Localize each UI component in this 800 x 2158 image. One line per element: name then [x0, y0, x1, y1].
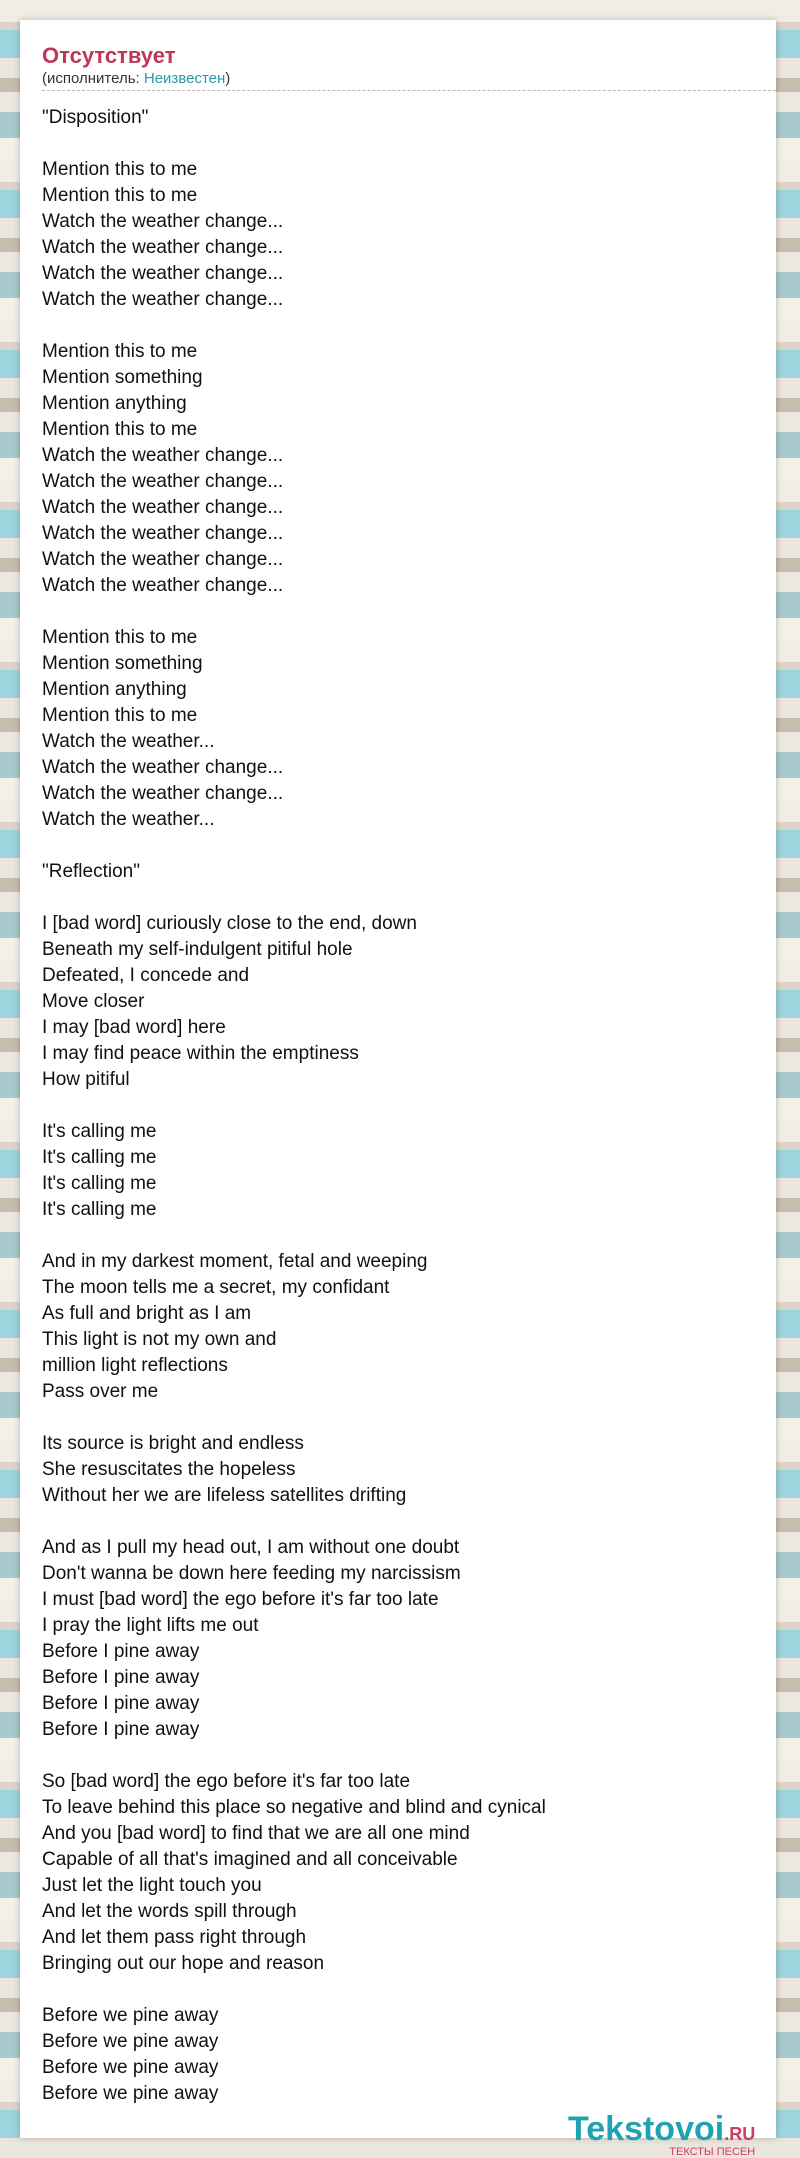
lyric-line: Capable of all that's imagined and all conceivable — [42, 1849, 458, 1870]
song-title: Отсутствует — [42, 43, 176, 68]
lyric-blank-line — [42, 1743, 762, 1769]
lyric-line: Mention this to me — [42, 159, 198, 180]
lyric-line: Watch the weather... — [42, 731, 215, 752]
lyric-line: Watch the weather change... — [42, 237, 284, 258]
lyrics-body — [42, 105, 762, 2107]
logo-suffix-text: .RU — [724, 2124, 756, 2144]
lyric-line: Without her we are lifeless satellites drifting — [42, 1485, 407, 1506]
lyric-line: Watch the weather change... — [42, 263, 284, 284]
site-logo[interactable] — [568, 2110, 756, 2158]
lyric-blank-line — [42, 1405, 762, 1431]
lyric-line: Before I pine away — [42, 1719, 200, 1740]
lyric-line: Watch the weather change... — [42, 783, 284, 804]
lyric-blank-line — [42, 131, 762, 157]
lyric-blank-line — [42, 599, 762, 625]
lyric-line: The moon tells me a secret, my confidant — [42, 1277, 390, 1298]
lyric-line: Mention something — [42, 367, 203, 388]
lyric-line: Watch the weather change... — [42, 289, 284, 310]
logo-main-text: Tekstovoi — [568, 2110, 725, 2148]
lyric-line: Mention this to me — [42, 419, 198, 440]
lyric-line: Just let the light touch you — [42, 1875, 262, 1896]
lyric-line: Mention this to me — [42, 705, 198, 726]
lyric-blank-line — [42, 313, 762, 339]
lyric-line: Mention anything — [42, 393, 187, 414]
lyric-line: Before I pine away — [42, 1667, 200, 1688]
lyric-line: And let them pass right through — [42, 1927, 307, 1948]
lyric-line: And you [bad word] to find that we are all one mind — [42, 1823, 470, 1844]
lyric-line: Before I pine away — [42, 1693, 200, 1714]
lyric-blank-line — [42, 1509, 762, 1535]
artist-link[interactable]: Неизвестен — [143, 70, 226, 87]
lyric-blank-line — [42, 1223, 762, 1249]
lyric-line: Mention something — [42, 653, 203, 674]
lyric-line: I may [bad word] here — [42, 1017, 226, 1038]
lyric-line: Mention this to me — [42, 341, 198, 362]
lyric-line: I may find peace within the emptiness — [42, 1043, 359, 1064]
lyric-line: This light is not my own and — [42, 1329, 277, 1350]
lyric-line: How pitiful — [42, 1069, 130, 1090]
lyric-line: It's calling me — [42, 1199, 157, 1220]
lyric-line: As full and bright as I am — [42, 1303, 252, 1324]
lyric-line: Watch the weather change... — [42, 497, 284, 518]
lyric-line: It's calling me — [42, 1147, 157, 1168]
lyric-line: Bringing out our hope and reason — [42, 1953, 325, 1974]
lyric-line: Watch the weather change... — [42, 757, 284, 778]
lyric-line: Watch the weather change... — [42, 211, 284, 232]
lyric-blank-line — [42, 1093, 762, 1119]
lyric-line: She resuscitates the hopeless — [42, 1459, 296, 1480]
lyric-line: Watch the weather change... — [42, 471, 284, 492]
lyric-line: Before we pine away — [42, 2083, 219, 2104]
lyric-line: Mention anything — [42, 679, 187, 700]
artist-suffix: ) — [225, 70, 231, 87]
lyric-line: Beneath my self-indulgent pitiful hole — [42, 939, 353, 960]
lyric-blank-line — [42, 833, 762, 859]
lyric-line: And in my darkest moment, fetal and weeping — [42, 1251, 428, 1272]
lyric-line: So [bad word] the ego before it's far too late — [42, 1771, 411, 1792]
lyric-line: Watch the weather change... — [42, 445, 284, 466]
lyric-line: I must [bad word] the ego before it's far too late — [42, 1589, 439, 1610]
lyric-line: Before we pine away — [42, 2057, 219, 2078]
lyric-line: Before we pine away — [42, 2031, 219, 2052]
artist-prefix: (исполнитель: — [42, 70, 144, 87]
lyric-line: To leave behind this place so negative and blind and cynical — [42, 1797, 546, 1818]
lyric-line: And let the words spill through — [42, 1901, 297, 1922]
lyric-line: "Reflection" — [42, 861, 140, 882]
lyric-line: million light reflections — [42, 1355, 228, 1376]
song-header — [42, 42, 776, 91]
lyric-line: Its source is bright and endless — [42, 1433, 304, 1454]
lyric-line: Watch the weather... — [42, 809, 215, 830]
lyric-line: Move closer — [42, 991, 145, 1012]
lyric-line: I pray the light lifts me out — [42, 1615, 259, 1636]
lyric-line: And as I pull my head out, I am without one doubt — [42, 1537, 460, 1558]
lyric-line: Mention this to me — [42, 627, 198, 648]
lyric-line: Watch the weather change... — [42, 549, 284, 570]
lyric-line: Watch the weather change... — [42, 575, 284, 596]
lyric-line: Pass over me — [42, 1381, 159, 1402]
artist-line — [42, 70, 776, 88]
lyric-line: Don't wanna be down here feeding my narcissism — [42, 1563, 461, 1584]
logo-tagline: ТЕКСТЫ ПЕСЕН — [669, 2146, 756, 2158]
lyric-line: Defeated, I concede and — [42, 965, 250, 986]
lyric-line: "Disposition" — [42, 107, 149, 128]
lyric-blank-line — [42, 885, 762, 911]
lyric-line: Mention this to me — [42, 185, 198, 206]
lyric-line: I [bad word] curiously close to the end, down — [42, 913, 417, 934]
lyric-blank-line — [42, 1977, 762, 2003]
lyric-line: It's calling me — [42, 1121, 157, 1142]
lyric-line: Before I pine away — [42, 1641, 200, 1662]
lyrics-card — [20, 20, 776, 2158]
lyric-line: It's calling me — [42, 1173, 157, 1194]
lyric-line: Watch the weather change... — [42, 523, 284, 544]
lyric-line: Before we pine away — [42, 2005, 219, 2026]
